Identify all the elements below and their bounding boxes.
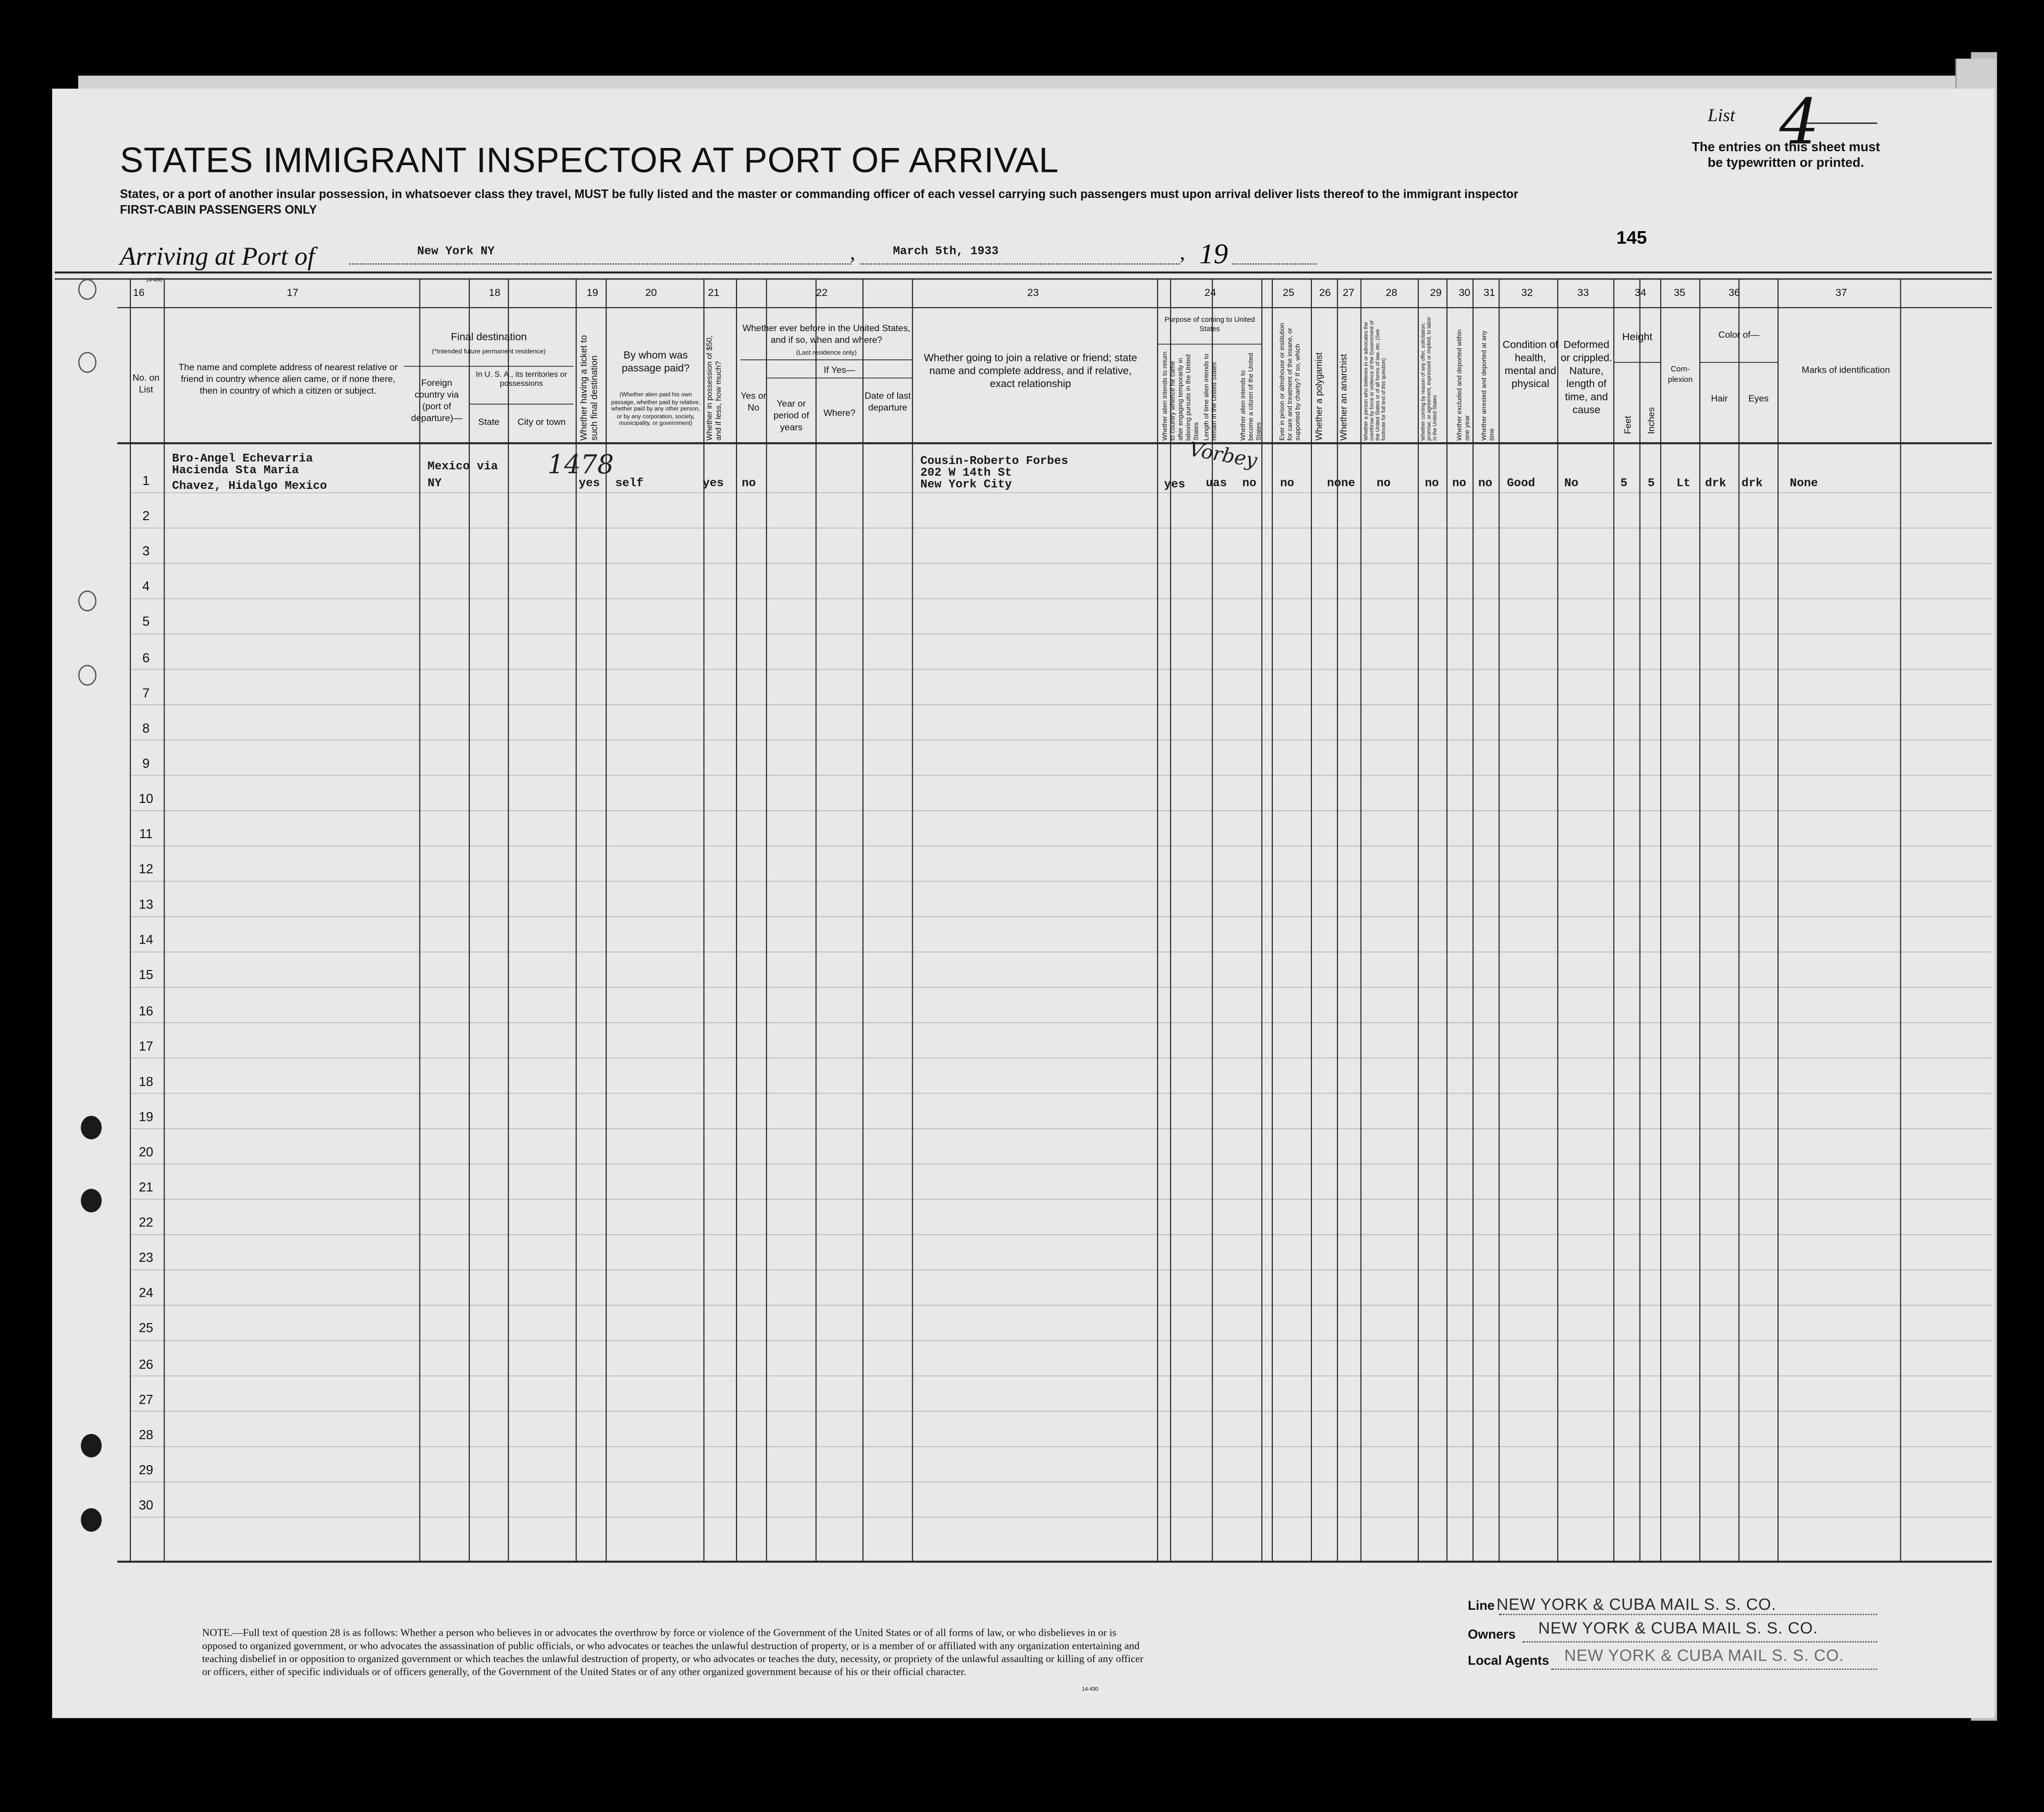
- row-number: 2: [142, 509, 150, 525]
- row-number: 6: [142, 651, 150, 666]
- header-final-destination: Final destination: [451, 331, 527, 343]
- header-if-yes: If Yes—: [823, 366, 856, 376]
- column-number: 21: [708, 287, 720, 299]
- entry-prison: no: [1280, 477, 1294, 490]
- entry-purpose-b: uas: [1205, 477, 1227, 490]
- header-ticket: Whether having a ticket to such final destination: [580, 335, 600, 441]
- header-date-last-departure: Date of last departure: [864, 392, 911, 414]
- comma-mark: ,: [850, 242, 855, 265]
- column-number: 37: [1835, 287, 1847, 299]
- row-number: 26: [139, 1357, 153, 1372]
- entry-ever-before: no: [741, 477, 756, 490]
- footer-note: NOTE.—Full text of question 28 is as follows: Whether a person who believes in or advocates the overthrow by force or violence of the Government of the United States or of all forms of law, or who disbelieves in or is opposed to organized government, or who advocates the assassination of public officials, or who advocates or teaches the unlawful destruction of property, or is a member of or affiliated with any organization entertaining and teaching disbelief in or opposition to organized government or which teaches the unlawful destruction of property, or who advocates or teaches the duty, necessity, or propriety of the unlawful assaulting or killing of any officer or officers, either of specific individuals or of officers generally, of the Government of the United States or of any other organized government because of his or their official character.: [202, 1626, 1144, 1678]
- row-number: 19: [139, 1110, 153, 1125]
- instruction-line: States, or a port of another insular possession, in whatsoever class they travel, MUST be fully listed and the master or commanding officer of each vessel carrying such passengers must upon arrival deliver lists thereof to the immigrant inspector: [120, 188, 1518, 201]
- list-label: List: [1707, 106, 1735, 126]
- entry-ticket: yes: [579, 477, 600, 490]
- agents-dotline: [1551, 1668, 1877, 1670]
- header-by-whom-paid: By whom was passage paid?: [622, 349, 690, 375]
- column-number: 25: [1283, 287, 1295, 299]
- binder-hole: [81, 1116, 102, 1139]
- binder-hole: [78, 665, 96, 686]
- row-number: 17: [139, 1039, 153, 1054]
- page-title: STATES IMMIGRANT INSPECTOR AT PORT OF ARRIVAL: [120, 141, 1059, 180]
- row-number: 20: [139, 1145, 153, 1160]
- comma-mark: ,: [1180, 242, 1185, 265]
- column-number: 36: [1728, 287, 1740, 299]
- row-number: 23: [139, 1251, 153, 1266]
- header-final-destination-note: (*Intended future permanent residence): [432, 348, 546, 356]
- header-height: Height: [1622, 331, 1653, 343]
- header-q31: Whether arrested and deported at any time: [1480, 330, 1497, 441]
- column-number: 26: [1319, 287, 1331, 299]
- column-number: 22: [816, 287, 828, 299]
- footer-form-code: 14-430: [1082, 1686, 1098, 1692]
- header-state: State: [478, 418, 500, 428]
- handwritten-code: 1478: [547, 448, 614, 480]
- entry-purpose-a: yes: [1164, 478, 1185, 492]
- entry-join-relative: [920, 456, 1068, 491]
- header-city: City or town: [517, 418, 566, 428]
- year-prefix: 19: [1199, 237, 1228, 270]
- row-number: 12: [139, 863, 153, 878]
- owners-dotline: [1522, 1641, 1877, 1643]
- binder-hole: [81, 1434, 102, 1457]
- entry-foreign-country: Mexico via: [427, 460, 498, 473]
- row-number: 25: [139, 1322, 153, 1337]
- row-number: 18: [139, 1075, 153, 1090]
- row-number: 16: [139, 1004, 153, 1019]
- entry-relative-line: Hacienda Sta Maria: [172, 464, 299, 477]
- row-number: 30: [139, 1499, 153, 1514]
- binder-hole: [78, 590, 96, 611]
- date-value: March 5th, 1933: [893, 245, 999, 258]
- row-number: 1: [142, 474, 150, 489]
- manifest-sheet: [52, 88, 1995, 1718]
- header-q30: Whether excluded and deported within one year: [1456, 329, 1472, 441]
- column-number: 20: [645, 287, 657, 299]
- page-number: 145: [1616, 227, 1647, 248]
- entry-purpose-c: no: [1242, 477, 1257, 490]
- header-purpose-c: Whether alien intends to become a citizen of the United States: [1240, 353, 1264, 441]
- instruction-line: FIRST-CABIN PASSENGERS ONLY: [120, 203, 317, 217]
- line-dotline: [1499, 1614, 1877, 1615]
- header-ever-before-note: (Last residence only): [796, 349, 857, 358]
- entry-marks: None: [1790, 477, 1818, 490]
- header-no-on-list: No. on List: [132, 374, 160, 395]
- row-number: 22: [139, 1216, 153, 1231]
- column-number: 29: [1430, 287, 1442, 299]
- entry-inches: 5: [1647, 477, 1655, 490]
- entry-q29: no: [1425, 477, 1439, 490]
- header-foreign-country: Foreign country via (port of departure)—: [411, 379, 463, 424]
- header-purpose-b: Length of time alien intends to remain in the United States: [1203, 354, 1219, 441]
- header-by-whom-note: (Whether alien paid his own passage, whether paid by relative, whether paid by any other person, or by any corporation, society, municipality, or government): [611, 391, 700, 426]
- owners-label: Owners: [1468, 1628, 1516, 1643]
- column-number: 31: [1483, 287, 1496, 299]
- row-number: 11: [139, 827, 153, 843]
- row-number: 29: [139, 1463, 153, 1478]
- header-where: Where?: [823, 409, 856, 419]
- entry-hair: drk: [1705, 477, 1727, 490]
- column-number: 30: [1458, 287, 1471, 299]
- entry-feet: 5: [1620, 477, 1627, 490]
- column-number: 17: [287, 287, 298, 299]
- row-number: 7: [142, 686, 150, 701]
- header-yes-or-no: Yes or No: [740, 392, 766, 414]
- form-code: 14-430: [146, 276, 163, 283]
- row-number: 21: [139, 1181, 153, 1196]
- header-color-of: Color of—: [1718, 331, 1760, 340]
- row-number: 27: [139, 1393, 153, 1408]
- header-q28: Whether a person who believes in or advocates the overthrow by force or violence of the Government of the United States or of all forms of law, etc. (See footnote for full text of this question): [1362, 320, 1387, 441]
- entry-deformed: No: [1564, 477, 1579, 490]
- row-number: 5: [142, 615, 150, 631]
- line-label: Line: [1468, 1599, 1495, 1614]
- entry-fifty: yes: [702, 477, 724, 490]
- column-number: 23: [1027, 287, 1039, 299]
- header-nearest-relative: The name and complete address of nearest relative or friend in country whence alien came, or if none there, then in country of which a citizen or subject.: [178, 363, 398, 397]
- binder-hole: [78, 352, 96, 373]
- list-number: 4: [1779, 86, 1819, 159]
- header-inches: Inches: [1647, 407, 1657, 434]
- entry-health: Good: [1507, 477, 1536, 490]
- row-number: 13: [139, 898, 153, 913]
- entry-q30: no: [1452, 477, 1467, 490]
- entry-relative-line: Chavez, Hidalgo Mexico: [172, 480, 327, 493]
- row-number: 15: [139, 969, 153, 984]
- handwritten-purpose: Vorbey: [1187, 437, 1259, 473]
- header-purpose-a: Whether alien intends to return to country whence he came after engaging temporarily in laboring pursuits in the United States: [1161, 351, 1201, 441]
- header-complexion: Com-plexion: [1667, 366, 1693, 385]
- header-marks: Marks of identification: [1801, 366, 1890, 376]
- header-hair: Hair: [1711, 395, 1728, 404]
- binder-hole: [78, 279, 96, 300]
- header-eyes: Eyes: [1748, 395, 1769, 404]
- entries-note-line: The entries on this sheet must: [1691, 141, 1880, 155]
- row-number: 4: [142, 580, 150, 595]
- row-number: 24: [139, 1287, 153, 1302]
- entry-join-line: Cousin-Roberto Forbes: [920, 455, 1069, 468]
- line-stamp: NEW YORK & CUBA MAIL S. S. CO.: [1496, 1595, 1776, 1614]
- binder-hole: [81, 1189, 102, 1212]
- header-health: Condition of health, mental and physical: [1502, 338, 1559, 390]
- header-join-relative: Whether going to join a relative or friend; state name and complete address, and if relative, exact relationship: [924, 352, 1138, 390]
- column-number: 19: [587, 287, 598, 299]
- entry-complexion: Lt: [1676, 477, 1691, 490]
- entry-eyes: drk: [1741, 477, 1763, 490]
- header-deformed: Deformed or crippled. Nature, length of time, and cause: [1560, 338, 1612, 416]
- row-number: 28: [139, 1428, 153, 1443]
- row-number: 9: [142, 757, 150, 772]
- row-number: 8: [142, 721, 150, 737]
- column-number: 32: [1521, 287, 1533, 299]
- row-number: 14: [139, 933, 153, 948]
- entry-relative-line: Bro-Angel Echevarria: [172, 452, 313, 465]
- entry-relative: [172, 454, 327, 493]
- header-polygamist: Whether a polygamist: [1315, 352, 1325, 441]
- owners-stamp: NEW YORK & CUBA MAIL S. S. CO.: [1538, 1619, 1818, 1638]
- header-in-usa: In U. S. A., its territories or possessions: [476, 371, 568, 389]
- column-number: 33: [1577, 287, 1589, 299]
- entries-note-line: be typewritten or printed.: [1707, 156, 1864, 171]
- header-ever-before: Whether ever before in the United States, and if so, when and where?: [742, 324, 911, 346]
- header-fifty-dollars: Whether in possession of $50, and if less, how much?: [706, 335, 724, 441]
- entry-join-line: New York City: [920, 478, 1012, 492]
- header-q29: Whether coming by reason of any offer, solicitation, promise, or agreement, expressed or implied, to labor in the United States: [1419, 316, 1438, 441]
- header-anarchist: Whether an anarchist: [1340, 354, 1349, 441]
- column-number: 24: [1204, 287, 1216, 299]
- header-year-period: Year or period of years: [773, 400, 809, 433]
- binder-hole: [81, 1508, 102, 1532]
- entry-polygamist-anarchist: none: [1327, 477, 1355, 490]
- column-number: 16: [133, 287, 145, 299]
- entry-q28: no: [1376, 477, 1391, 490]
- agents-label: Local Agents: [1468, 1654, 1549, 1669]
- row-number: 10: [139, 792, 153, 807]
- column-number: 18: [488, 287, 501, 299]
- column-number: 35: [1673, 287, 1686, 299]
- header-purpose: Purpose of coming to United States: [1164, 316, 1255, 333]
- column-number: 27: [1343, 287, 1354, 299]
- entry-foreign-port: NY: [427, 477, 442, 490]
- header-prison: Ever in prison or almshouse or institution for care and treatment of the insane, or supported by charity? If so, which: [1279, 323, 1303, 441]
- header-feet: Feet: [1624, 416, 1634, 434]
- entry-join-line: 202 W 14th St: [920, 466, 1012, 480]
- row-number: 3: [142, 545, 150, 560]
- agents-stamp: NEW YORK & CUBA MAIL S. S. CO.: [1564, 1646, 1844, 1665]
- column-number: 34: [1634, 287, 1646, 299]
- entry-paid-by: self: [615, 477, 644, 490]
- arriving-label: Arriving at Port of: [120, 242, 315, 272]
- column-number: 28: [1386, 287, 1397, 299]
- entry-q31: no: [1478, 477, 1493, 490]
- port-value: New York NY: [417, 245, 495, 258]
